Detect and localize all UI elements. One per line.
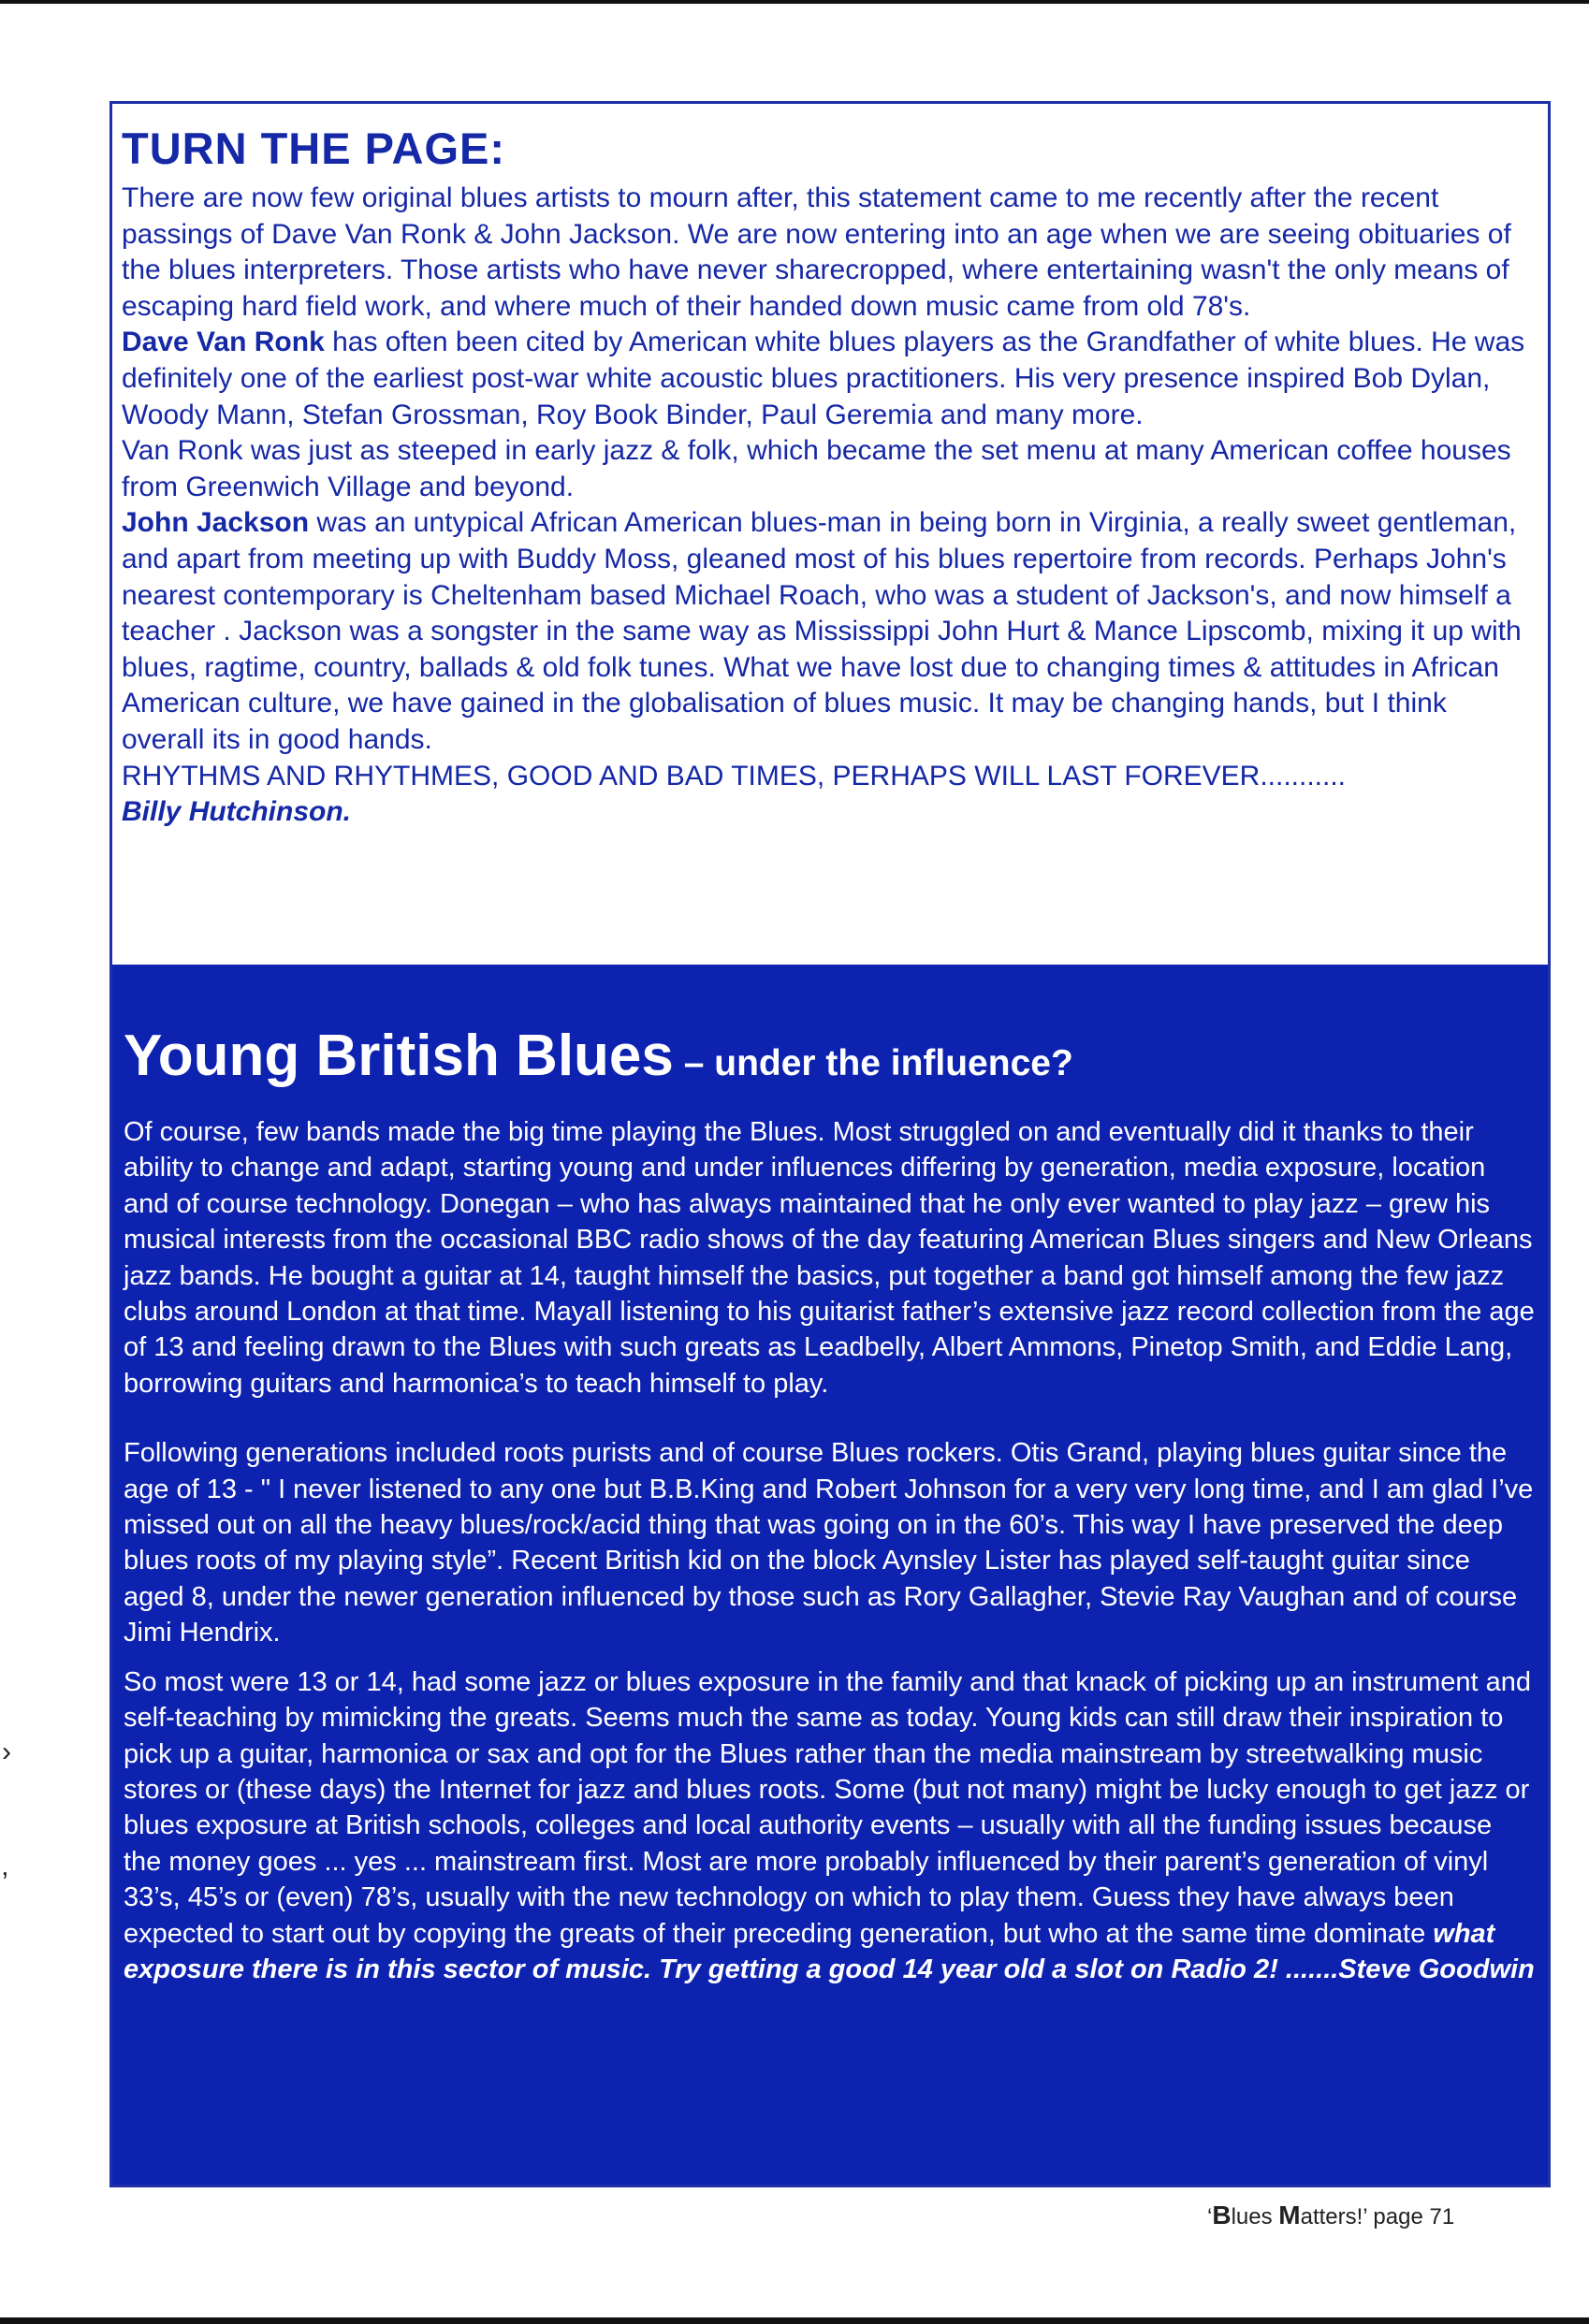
young-british-blues-panel [112,965,1548,2185]
footer-b-cap: B [1212,2201,1232,2230]
footer-m-rest: atters!’ page 71 [1300,2204,1455,2230]
young-british-blues-body [124,1114,1537,2021]
footer-quote-open: ‘ [1207,2204,1213,2230]
paragraph-2: Following generations included roots purists and of course Blues rockers. Otis Grand, playing blues guitar since the age of 13 - " I never listened to any one but B.B.King and Robert Johnson for a very very long time, and I am glad I’ve missed out on all the heavy blues/rock/acid thing that was going on in the 60’s. This way I have preserved the deep blues roots of my playing style”. Recent British kid on the block Aynsley Lister has played self-taught guitar since aged 8, under the newer generation influenced by those such as Rory Gallagher, Stevie Ray Vaughan and of course Jimi Hendrix. [124,1438,1534,1649]
footer-b-rest: lues [1231,2204,1279,2230]
turn-the-page-article [122,124,1535,831]
paragraph-3 [124,1664,1537,1988]
margin-mark: › [2,1736,11,1767]
closing-line: RHYTHMS AND RHYTHMES, GOOD AND BAD TIMES, PERHAPS WILL LAST FOREVER........... [122,760,1347,792]
page-bottom-rule [0,2317,1589,2324]
heading-main: Young British Blues [124,1024,674,1088]
page-footer [1207,2201,1454,2230]
vanronk-text: has often been cited by American white blues players as the Grandfather of white blues. He was definitely one of the earliest post-war white acoustic blues practitioners. His very presence inspired Bob Dylan, Woody Mann, Stefan Grossman, Roy Book Binder, Paul Geremia and many more. [122,327,1525,430]
vanronk-paragraph [122,325,1535,433]
author-signature: Billy Hutchinson. [122,796,352,828]
heading-sub: – under the influence? [673,1043,1073,1083]
turn-the-page-heading: TURN THE PAGE: [122,123,506,173]
vanronk-name: Dave Van Ronk [122,327,325,358]
paragraph-3-emphasis: what exposure there is in this sector of music. Try getting a good 14 year old a slot on Radio 2! .......Steve Goodwin [124,1918,1535,1984]
vanronk-paragraph-2: Van Ronk was just as steeped in early jazz & folk, which became the set menu at many American coffee houses from Greenwich Village and beyond. [122,435,1511,502]
young-british-blues-heading [124,1023,1073,1089]
paragraph-3-text: So most were 13 or 14, had some jazz or blues exposure in the family and that knack of picking up an instrument and self-teaching by mimicking the greats. Seems much the same as today. Young kids can still draw their inspiration to pick up a guitar, harmonica or sax and opt for the Blues rather than the media mainstream by streetwalking music stores or (these days) the Internet for jazz and blues roots. Some (but not many) might be lucky enough to get jazz or blues exposure at British schools, colleges and local authority events – usually with all the funding issues because the money goes ... yes ... mainstream first. Most are more probably influenced by their parent’s generation of vinyl 33’s, 45’s or (even) 78’s, usually with the new technology on which to play them. Guess they have always been expected to start out by copying the greats of their preceding generation, but who at the same time dominate [124,1666,1531,1949]
intro-paragraph: There are now few original blues artists to mourn after, this statement came to me recently after the recent passings of Dave Van Ronk & John Jackson. We are now entering into an age when we are seeing obituaries of the blues interpreters. Those artists who have never sharecropped, where entertaining wasn't the only means of escaping hard field work, and where much of their handed down music came from old 78's. [122,182,1511,322]
page-top-rule [0,0,1589,4]
paragraph-1: Of course, few bands made the big time playing the Blues. Most struggled on and eventually did it thanks to their ability to change and adapt, starting young and under influences differing by generation, media exposure, location and of course technology. Donegan – who has always maintained that he only ever wanted to play jazz – grew his musical interests from the occasional BBC radio shows of the day featuring American Blues singers and New Orleans jazz bands. He bought a guitar at 14, taught himself the basics, put together a band got himself among the few jazz clubs around London at that time. Mayall listening to his guitarist father’s extensive jazz record collection from the age of 13 and feeling drawn to the Blues with such greats as Leadbelly, Albert Ammons, Pinetop Smith, and Eddie Lang, borrowing guitars and harmonica’s to teach himself to play. [124,1117,1535,1399]
jackson-text: was an untypical African American blues-man in being born in Virginia, a really sweet gentleman, and apart from meeting up with Buddy Moss, gleaned most of his blues repertoire from records. Perhaps John's nearest contemporary is Cheltenham based Michael Roach, who was a student of Jackson's, and now himself a teacher . Jackson was a songster in the same way as Mississippi John Hurt & Mance Lipscomb, mixing it up with blues, ragtime, country, ballads & old folk tunes. What we have lost due to changing times & attitudes in African American culture, we have gained in the globalisation of blues music. It may be changing hands, but I think overall its in good hands. [122,507,1522,755]
jackson-name: John Jackson [122,507,310,539]
margin-mark: ‚ [2,1851,8,1881]
turn-the-page-body [122,181,1535,831]
article-box [109,101,1551,2187]
jackson-paragraph [122,505,1535,758]
footer-m-cap: M [1278,2201,1301,2230]
